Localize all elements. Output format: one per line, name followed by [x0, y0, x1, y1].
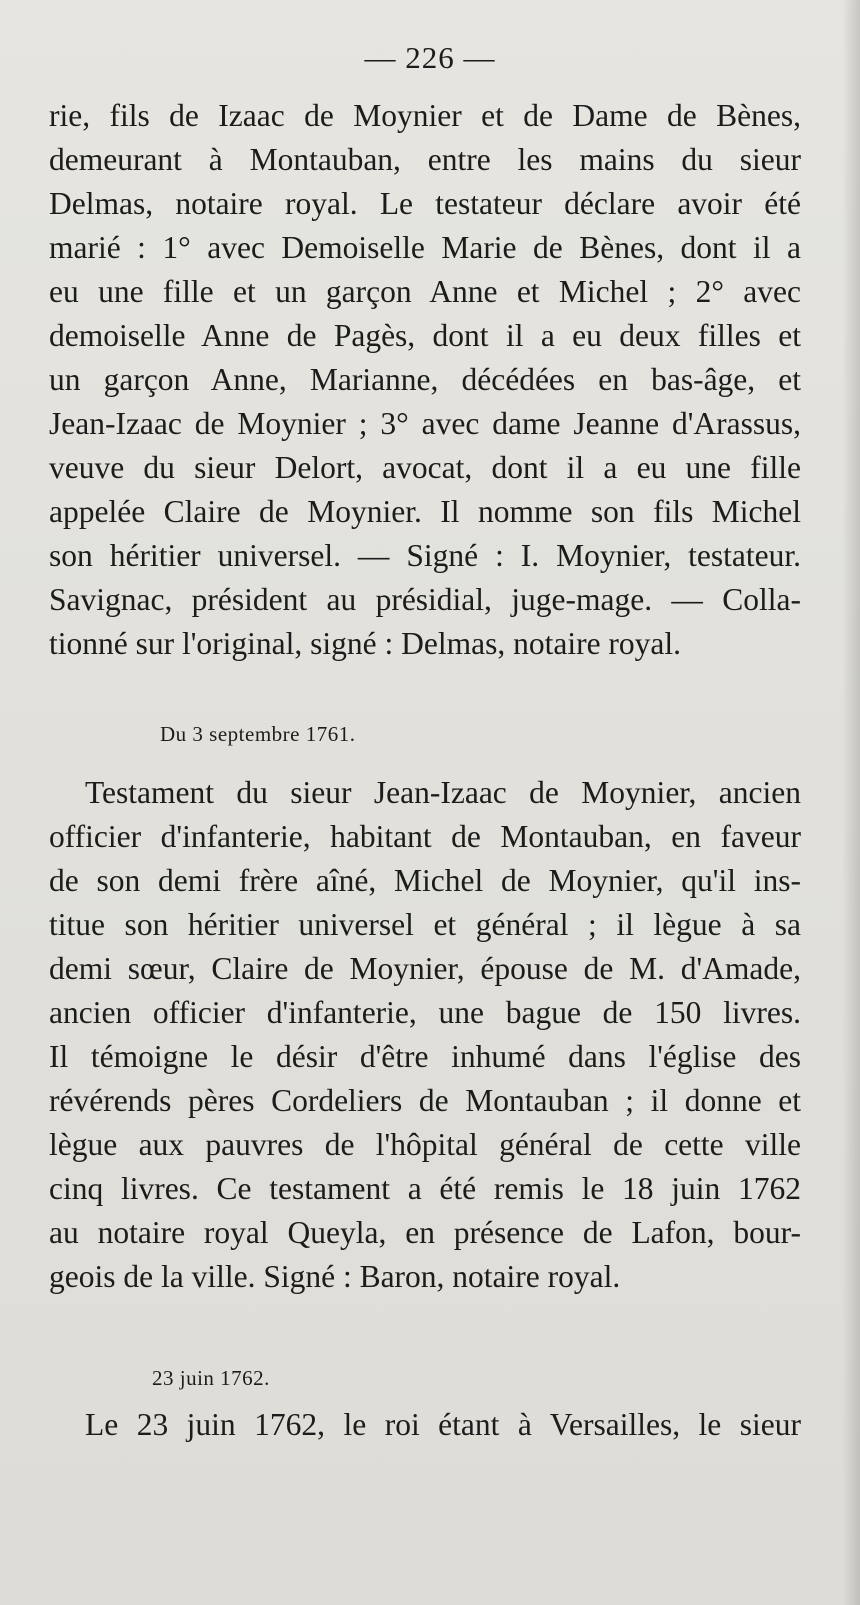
text-line: demoiselle Anne de Pagès, dont il a eu deux filles et [49, 318, 801, 353]
text-line: geois de la ville. Signé : Baron, notaire royal. [49, 1259, 621, 1294]
text-line: cinq livres. Ce testament a été remis le 18 juin 1762 [49, 1171, 801, 1206]
section-date-heading: 23 juin 1762. [152, 1366, 270, 1390]
text-line: un garçon Anne, Marianne, décédées en bas-âge, et [49, 362, 801, 397]
text-line: rie, fils de Izaac de Moynier et de Dame de Bènes, [49, 98, 801, 133]
page-number: — 226 — [364, 40, 496, 75]
text-line: Testament du sieur Jean-Izaac de Moynier, ancien [85, 775, 801, 810]
text-line: Savignac, président au présidial, juge-mage. — Colla- [49, 582, 801, 617]
text-line: appelée Claire de Moynier. Il nomme son fils Michel [49, 494, 801, 529]
text-line: tionné sur l'original, signé : Delmas, notaire royal. [49, 626, 682, 661]
text-line: veuve du sieur Delort, avocat, dont il a eu une fille [49, 450, 801, 485]
text-line: Le 23 juin 1762, le roi étant à Versailles, le sieur [85, 1407, 801, 1442]
text-line: Jean-Izaac de Moynier ; 3° avec dame Jeanne d'Arassus, [49, 406, 801, 441]
text-line: marié : 1° avec Demoiselle Marie de Bènes, dont il a [49, 230, 801, 265]
text-line: demi sœur, Claire de Moynier, épouse de M. d'Amade, [49, 951, 801, 986]
text-line: demeurant à Montauban, entre les mains du sieur [49, 142, 801, 177]
text-line: de son demi frère aîné, Michel de Moynier, qu'il ins- [49, 863, 801, 898]
text-line: officier d'infanterie, habitant de Montauban, en faveur [49, 819, 801, 854]
text-line: révérends pères Cordeliers de Montauban ; il donne et [49, 1083, 801, 1118]
text-line: titue son héritier universel et général ; il lègue à sa [49, 907, 801, 942]
paragraph-testament-jean-izaac [49, 771, 801, 1299]
page-edge-shadow [842, 0, 860, 1605]
text-line: eu une fille et un garçon Anne et Michel ; 2° avec [49, 274, 801, 309]
text-line: lègue aux pauvres de l'hôpital général de cette ville [49, 1127, 801, 1162]
section-date-heading: Du 3 septembre 1761. [160, 722, 356, 746]
paragraph-versailles [49, 1403, 801, 1447]
text-line: son héritier universel. — Signé : I. Moynier, testateur. [49, 538, 801, 573]
text-line: Delmas, notaire royal. Le testateur déclare avoir été [49, 186, 801, 221]
text-line: au notaire royal Queyla, en présence de Lafon, bour- [49, 1215, 801, 1250]
paragraph-testament-continuation [49, 94, 801, 666]
text-line: ancien officier d'infanterie, une bague de 150 livres. [49, 995, 801, 1030]
text-line: Il témoigne le désir d'être inhumé dans l'église des [49, 1039, 801, 1074]
